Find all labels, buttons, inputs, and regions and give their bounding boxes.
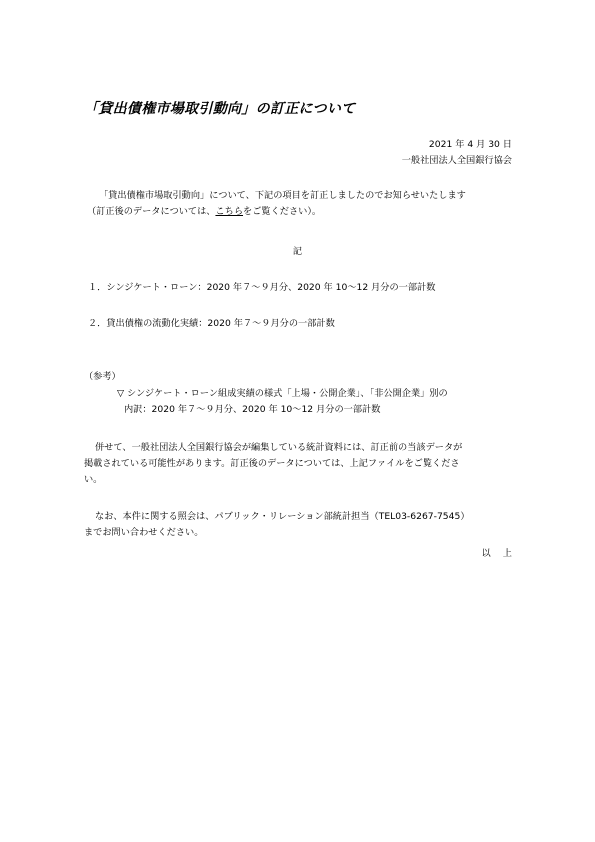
data-link[interactable]: こちら: [215, 206, 244, 217]
intro-line-2-post: をご覧ください）。: [243, 206, 322, 217]
reference-line-2: 内訳：2020 年７～９月分、2020 年 10～12 月分の一部計数: [124, 404, 381, 415]
paragraph-2-line-2: 掲載されている可能性があります。訂正後のデータについては、上記ファイルをご覧くださ: [84, 458, 460, 469]
paragraph-2-line-1: 併せて、一般社団法人全国銀行協会が編集している統計資料には、訂正前の当該データが: [95, 442, 463, 453]
ki-heading: 記: [292, 246, 303, 257]
paragraph-3-line-1: なお、本件に関する照会は、パブリック・リレーション部統計担当（TEL03-6267-7545）: [95, 511, 470, 522]
intro-line-2-pre: （訂正後のデータについては、: [87, 206, 216, 217]
page-title: 「貸出債権市場取引動向」の訂正について: [84, 101, 356, 117]
reference-line-1: ▽ シンジケート・ローン組成実績の様式「上場・公開企業」、「非公開企業」別の: [117, 388, 448, 399]
intro-line-2: [87, 206, 321, 218]
organization: 一般社団法人全国銀行協会: [401, 155, 512, 166]
paragraph-2-line-3: い。: [84, 474, 103, 485]
list-item-2: ２．貸出債権の流動化実績：2020 年７～９月分の一部計数: [88, 318, 335, 329]
intro-line-1: 「貸出債権市場取引動向」について、下記の項目を訂正しましたのでお知らせいたします: [99, 190, 466, 201]
reference-label: （参考）: [84, 371, 121, 382]
closing-mark: 以 上: [481, 548, 512, 559]
date: 2021 年 4 月 30 日: [428, 139, 512, 150]
paragraph-3-line-2: までお問い合わせください。: [84, 527, 204, 538]
list-item-1: １．シンジケート・ローン：2020 年７～９月分、2020 年 10～12 月分の一部計数: [88, 282, 436, 293]
